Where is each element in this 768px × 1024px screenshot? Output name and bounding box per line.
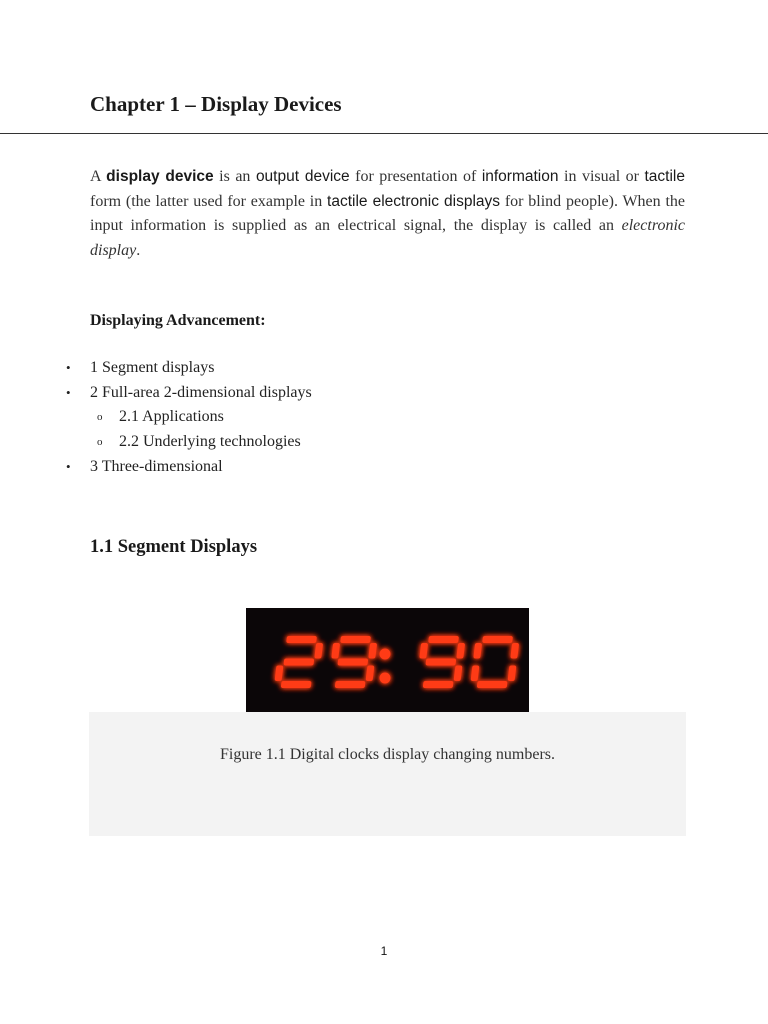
clock-segment <box>428 636 459 643</box>
clock-display <box>246 608 529 712</box>
circle-bullet-icon: o <box>97 436 103 449</box>
clock-segment <box>419 643 428 659</box>
chapter-title: Chapter 1 – Display Devices <box>90 92 342 116</box>
clock-segment <box>477 681 508 688</box>
sub-list-item <box>0 405 312 430</box>
list-item <box>0 455 312 480</box>
title-divider <box>0 133 768 134</box>
section-heading: 1.1 Segment Displays <box>90 537 258 557</box>
clock-segment <box>286 636 317 643</box>
clock-segment <box>275 666 284 682</box>
list-item-label: 2.1 Applications <box>119 408 224 426</box>
term-information: information <box>481 168 559 185</box>
intro-text: for blind people). When the input information is supplied as an electrical signal, the display is called an <box>90 192 685 234</box>
list-item-label: 2 Full-area 2-dimensional displays <box>90 383 312 401</box>
clock-segment <box>337 659 368 666</box>
bullet-icon: • <box>66 458 71 474</box>
clock-segment <box>425 659 456 666</box>
list-item <box>0 381 312 406</box>
bullet-icon: • <box>66 384 71 400</box>
clock-segment <box>471 666 480 682</box>
intro-text: for presentation of <box>349 168 482 185</box>
clock-segment <box>508 666 517 682</box>
circle-bullet-icon: o <box>97 411 103 424</box>
figure-caption: Figure 1.1 Digital clocks display changing numbers. <box>219 746 556 763</box>
clock-segment <box>283 659 314 666</box>
bullet-icon: • <box>66 360 71 375</box>
clock-digit <box>416 636 466 688</box>
clock-digit <box>470 636 520 688</box>
list-item-label: 2.2 Underlying technologies <box>119 433 301 451</box>
term-tactile: tactile <box>644 168 685 185</box>
clock-segment <box>510 643 519 659</box>
clock-segment <box>456 643 465 659</box>
list-item-label: 1 Segment displays <box>90 359 215 376</box>
digital-clock-figure <box>246 608 529 712</box>
term-electronic-display: electronic display <box>90 217 685 259</box>
clock-segment <box>335 681 366 688</box>
contents-list <box>0 356 312 479</box>
clock-colon-dot <box>380 649 391 660</box>
list-item-label: 3 Three-dimensional <box>90 457 223 475</box>
term-output-device: output device <box>255 168 350 185</box>
clock-digit <box>274 636 324 688</box>
clock-segment <box>423 681 454 688</box>
clock-digit <box>328 636 378 688</box>
clock-segment <box>331 643 340 659</box>
clock-segment <box>454 666 463 682</box>
clock-segment <box>340 636 371 643</box>
clock-segment <box>368 643 377 659</box>
term-tactile-displays: tactile electronic displays <box>327 192 501 210</box>
advancement-heading: Displaying Advancement: <box>90 312 266 329</box>
clock-segment <box>366 666 375 682</box>
term-display-device: display device <box>106 168 214 185</box>
intro-text: . <box>136 241 141 259</box>
figure-caption-box <box>89 712 686 836</box>
clock-segment <box>482 636 513 643</box>
intro-text: A <box>90 168 107 185</box>
intro-paragraph <box>90 165 685 263</box>
clock-segment <box>473 643 482 659</box>
list-item <box>0 356 312 381</box>
clock-segment <box>314 643 323 659</box>
intro-text: in visual or <box>558 168 645 185</box>
intro-text: is an <box>213 168 256 185</box>
intro-text: form (the latter used for example in <box>90 192 328 210</box>
clock-segment <box>281 681 312 688</box>
sub-list-item <box>0 430 312 455</box>
page-number: 1 <box>380 944 388 958</box>
clock-colon-dot <box>380 673 391 684</box>
